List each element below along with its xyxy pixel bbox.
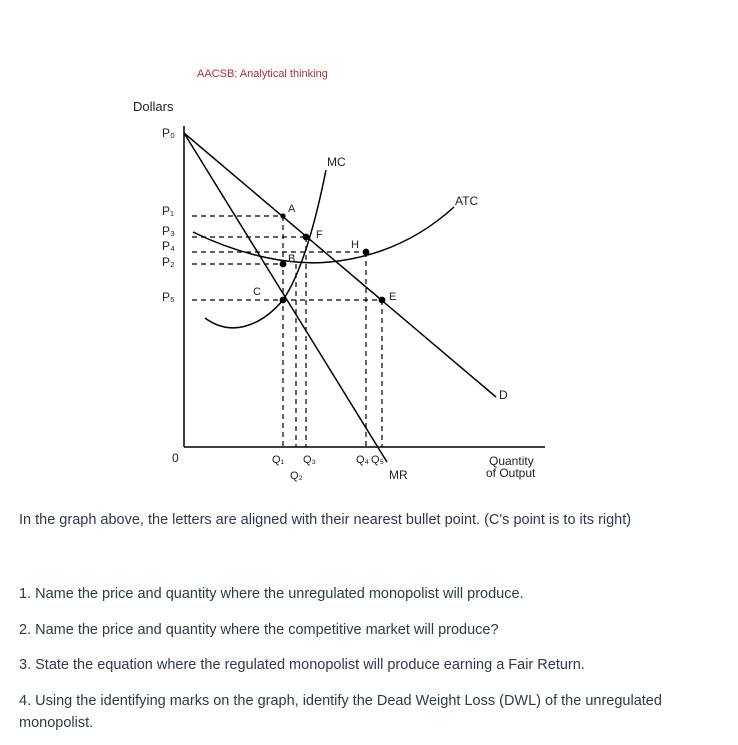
quantity-label-q4: Q₄	[356, 454, 370, 466]
quantity-label-q2: Q₂	[290, 470, 303, 482]
label-atc: ATC	[455, 194, 479, 208]
price-label-p0: P₀	[162, 126, 175, 140]
point-h	[363, 249, 370, 256]
point-label-a: A	[288, 203, 296, 215]
average-total-cost-curve	[193, 207, 454, 263]
point-label-f: F	[316, 229, 323, 241]
question-1: 1. Name the price and quantity where the unregulated monopolist will produce.	[19, 586, 524, 602]
point-label-b: B	[288, 253, 296, 265]
point-a	[280, 213, 285, 218]
price-label-p3: P₃	[162, 224, 175, 238]
price-label-p2: P₂	[162, 255, 175, 269]
x-axis-title-1: Quantity	[489, 454, 534, 468]
point-label-c: C	[253, 286, 261, 298]
price-label-p1: P₁	[162, 204, 175, 218]
marginal-cost-curve	[205, 170, 326, 328]
point-label-e: E	[389, 291, 397, 303]
label-mr: MR	[389, 468, 408, 482]
label-mc: MC	[327, 155, 346, 169]
price-label-p5: P₅	[162, 290, 175, 304]
origin-label: 0	[172, 451, 179, 465]
point-c	[280, 297, 287, 304]
label-d: D	[499, 388, 508, 402]
header-cropped-text: AACSB: Analytical thinking	[197, 68, 328, 80]
point-b	[280, 261, 287, 268]
quantity-label-q3: Q₃	[303, 454, 317, 466]
question-2: 2. Name the price and quantity where the competitive market will produce?	[19, 622, 499, 638]
graph-caption: In the graph above, the letters are aligned with their nearest bullet point. (C's point is to its right)	[19, 512, 632, 528]
question-4: 4. Using the identifying marks on the graph, identify the Dead Weight Loss (DWL) of the unregulated monopolist.	[19, 693, 662, 731]
y-axis-title: Dollars	[133, 99, 174, 114]
question-3: 3. State the equation where the regulated monopolist will produce earning a Fair Return.	[19, 657, 585, 673]
x-axis-title-2: of Output	[486, 466, 536, 480]
demand-curve	[184, 133, 496, 397]
point-label-h: H	[351, 239, 359, 251]
quantity-label-q5: Q₅	[371, 454, 384, 466]
quantity-label-q1: Q₁	[272, 454, 285, 466]
price-label-p4: P₄	[162, 239, 175, 253]
point-f	[303, 234, 310, 241]
point-e	[379, 297, 386, 304]
